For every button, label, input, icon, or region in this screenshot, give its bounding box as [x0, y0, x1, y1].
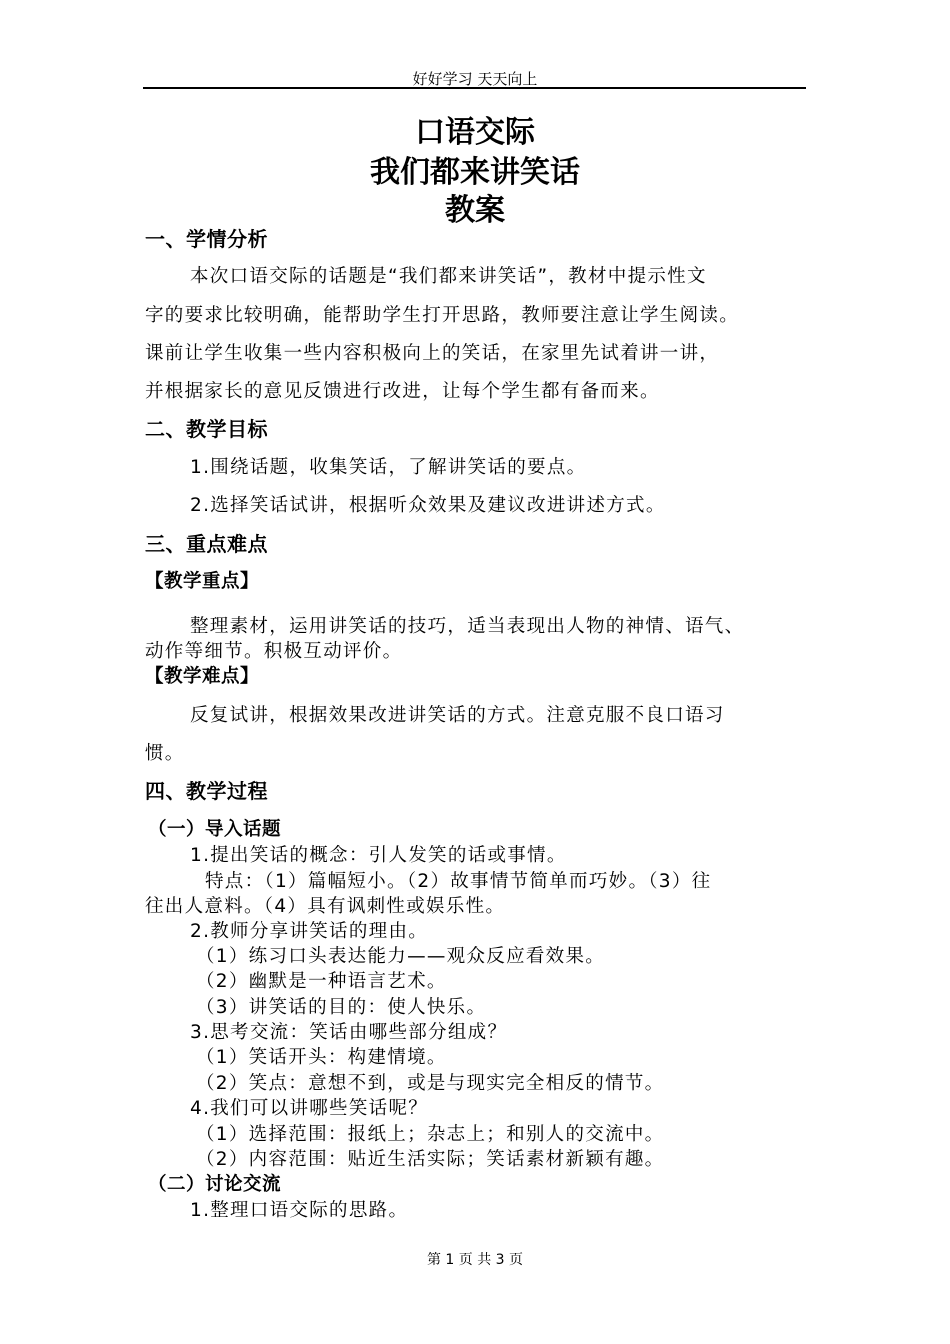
subheading-key: 【教学重点】	[145, 571, 260, 592]
paragraph-line: 惯。	[145, 743, 185, 764]
subheading-difficulty: 【教学难点】	[145, 666, 260, 687]
list-item: （1）练习口头表达能力——观众反应看效果。	[196, 946, 606, 967]
page-header: 好好学习 天天向上	[412, 70, 538, 88]
list-item: 1.围绕话题，收集笑话，了解讲笑话的要点。	[190, 457, 587, 478]
paragraph-line: 整理素材，运用讲笑话的技巧，适当表现出人物的神情、语气、	[190, 616, 745, 637]
title-line-3: 教案	[445, 193, 505, 228]
list-item: 2.教师分享讲笑话的理由。	[190, 921, 429, 942]
paragraph-line: 往出人意料。（4）具有讽刺性或娱乐性。	[145, 896, 506, 917]
section-heading-analysis: 一、学情分析	[145, 227, 268, 251]
section-heading-process: 四、教学过程	[145, 779, 268, 803]
header-rule	[143, 87, 806, 89]
list-item: 1.整理口语交际的思路。	[190, 1200, 409, 1221]
paragraph-line: 本次口语交际的话题是“我们都来讲笑话”，教材中提示性文	[190, 266, 707, 287]
title-line-1: 口语交际	[415, 115, 535, 150]
page-footer: 第 1 页 共 3 页	[426, 1252, 524, 1268]
list-item: 2.选择笑话试讲，根据听众效果及建议改进讲述方式。	[190, 495, 666, 516]
paragraph-line: 课前让学生收集一些内容积极向上的笑话，在家里先试着讲一讲，	[145, 343, 720, 364]
paragraph-line: 并根据家长的意见反馈进行改进，让每个学生都有备而来。	[145, 381, 660, 402]
section-heading-key-points: 三、重点难点	[145, 532, 268, 556]
section-heading-goals: 二、教学目标	[145, 417, 268, 441]
list-item: 3.思考交流：笑话由哪些部分组成？	[190, 1022, 508, 1043]
paragraph-line: 反复试讲，根据效果改进讲笑话的方式。注意克服不良口语习	[190, 705, 725, 726]
subheading-intro: （一）导入话题	[148, 819, 282, 840]
list-item: （1）笑话开头：构建情境。	[196, 1047, 447, 1068]
title-line-2: 我们都来讲笑话	[370, 155, 580, 190]
paragraph-line: 特点：（1）篇幅短小。（2）故事情节简单而巧妙。（3）往	[205, 871, 712, 892]
list-item: （2）内容范围：贴近生活实际；笑话素材新颖有趣。	[196, 1149, 665, 1170]
list-item: （3）讲笑话的目的：使人快乐。	[196, 997, 487, 1018]
paragraph-line: 字的要求比较明确，能帮助学生打开思路，教师要注意让学生阅读。	[145, 305, 740, 326]
paragraph-line: 动作等细节。积极互动评价。	[145, 641, 403, 662]
list-item: （2）笑点：意想不到，或是与现实完全相反的情节。	[196, 1073, 665, 1094]
list-item: 4.我们可以讲哪些笑话呢？	[190, 1098, 429, 1119]
list-item: 1.提出笑话的概念：引人发笑的话或事情。	[190, 845, 567, 866]
list-item: （1）选择范围：报纸上；杂志上；和别人的交流中。	[196, 1124, 665, 1145]
list-item: （2）幽默是一种语言艺术。	[196, 971, 447, 992]
subheading-discussion: （二）讨论交流	[148, 1174, 282, 1195]
